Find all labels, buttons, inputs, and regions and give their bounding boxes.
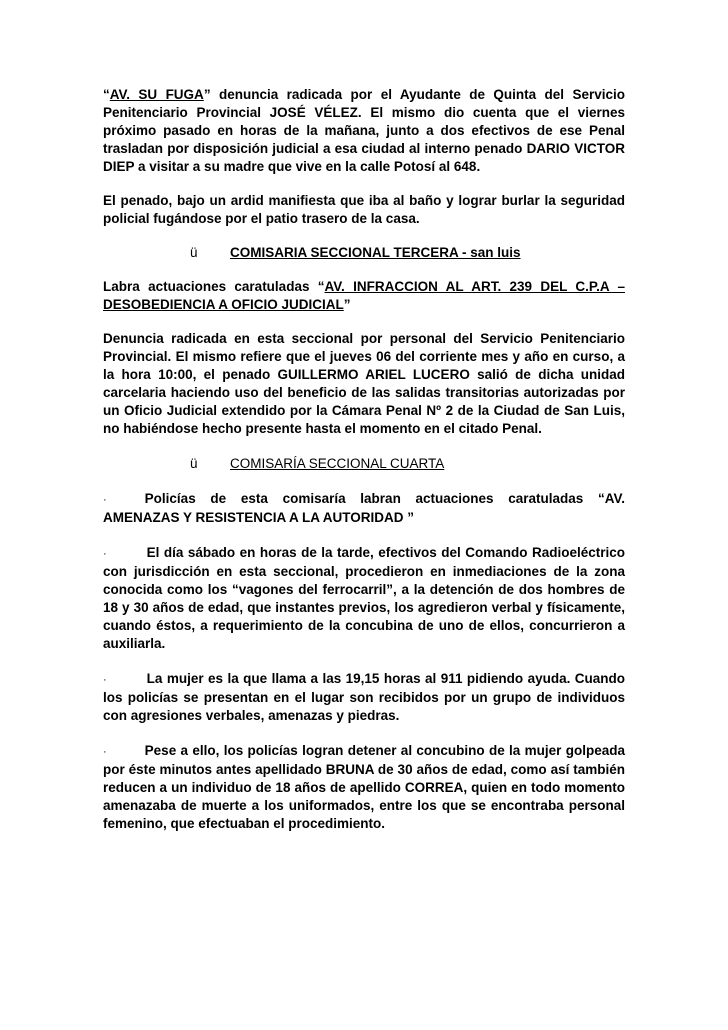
dot-bullet-icon: ·	[103, 548, 107, 560]
document-page	[103, 86, 625, 833]
checkmark-bullet-icon: ü	[190, 245, 198, 260]
section-heading-tercera	[103, 244, 625, 262]
dot-bullet-icon: ·	[103, 674, 107, 686]
open-quote: “	[103, 87, 110, 102]
case-title-su-fuga: AV. SU FUGA	[109, 87, 204, 102]
bullet-item-actuaciones-text: Policías de esta comisaría labran actuaciones caratuladas “AV. AMENAZAS Y RESISTENCIA A LA AUTORIDAD ”	[103, 491, 625, 525]
bullet-item-mujer	[103, 670, 625, 725]
paragraph-su-fuga-text: ” denuncia radicada por el Ayudante de Quinta del Servicio Penitenciario Provincial JOSÉ VÉLEZ. El mismo dio cuenta que el viernes próximo pasado en horas de la mañana, junto a dos efectivos de ese Penal trasladan por disposición judicial a esa ciudad al interno penado DARIO VICTOR DIEP a visitar a su madre que vive en la calle Potosí al 648.	[103, 87, 625, 174]
dot-bullet-icon: ·	[103, 494, 107, 506]
dot-bullet-icon: ·	[103, 746, 107, 758]
bullet-item-detencion-text: Pese a ello, los policías logran detener al concubino de la mujer golpeada por éste minutos antes apellidado BRUNA de 30 años de edad, como así también reducen a un individuo de 18 años de apellido CORREA, quien en todo momento amenazaba de muerte a los uniformados, entre los que se encontraba personal femenino, que efectuaban el procedimiento.	[103, 743, 625, 831]
paragraph-denuncia-lucero: Denuncia radicada en esta seccional por personal del Servicio Penitenciario Provincial. El mismo refiere que el jueves 06 del corriente mes y año en curso, a la hora 10:00, el penado GUILLERMO ARIEL LUCERO salió de dicha unidad carcelaria haciendo uso del beneficio de las salidas transitorias autorizadas por un Oficio Judicial extendido por la Cámara Penal Nº 2 de la Ciudad de San Luis, no habiéndose hecho presente hasta el momento en el citado Penal.	[103, 331, 625, 436]
paragraph-su-fuga	[103, 86, 625, 176]
section-title-tercera: COMISARIA SECCIONAL TERCERA - san luis	[230, 245, 521, 260]
bullet-item-mujer-text: La mujer es la que llama a las 19,15 horas al 911 pidiendo ayuda. Cuando los policías se presentan en el lugar son recibidos por un grupo de individuos con agresiones verbales, amenazas y piedras.	[103, 671, 625, 723]
close-quote: ”	[343, 297, 351, 312]
paragraph-penado-ardid: El penado, bajo un ardid manifiesta que iba al baño y lograr burlar la seguridad policial fugándose por el patio trasero de la casa.	[103, 193, 625, 226]
section-title-cuarta: COMISARÍA SECCIONAL CUARTA	[230, 456, 445, 471]
checkmark-bullet-icon: ü	[190, 456, 198, 471]
bullet-item-sabado	[103, 544, 625, 653]
case-title-infraccion: AV. INFRACCION AL ART. 239 DEL C.P.A – DESOBEDIENCIA A OFICIO JUDICIAL	[103, 279, 625, 312]
paragraph-labra-actuaciones	[103, 278, 625, 314]
bullet-item-sabado-text: El día sábado en horas de la tarde, efectivos del Comando Radioeléctrico con jurisdicción en esta seccional, procedieron en inmediaciones de la zona conocida como los “vagones del ferrocarril”, a la detención de dos hombres de 18 y 30 años de edad, que instantes previos, los agredieron verbal y físicamente, cuando éstos, a requerimiento de la concubina de uno de ellos, concurrieron a auxiliarla.	[103, 545, 625, 651]
bullet-item-detencion	[103, 742, 625, 833]
labra-lead-text: Labra actuaciones caratuladas “	[103, 279, 325, 294]
bullet-item-actuaciones	[103, 490, 625, 527]
section-heading-cuarta	[103, 455, 625, 473]
